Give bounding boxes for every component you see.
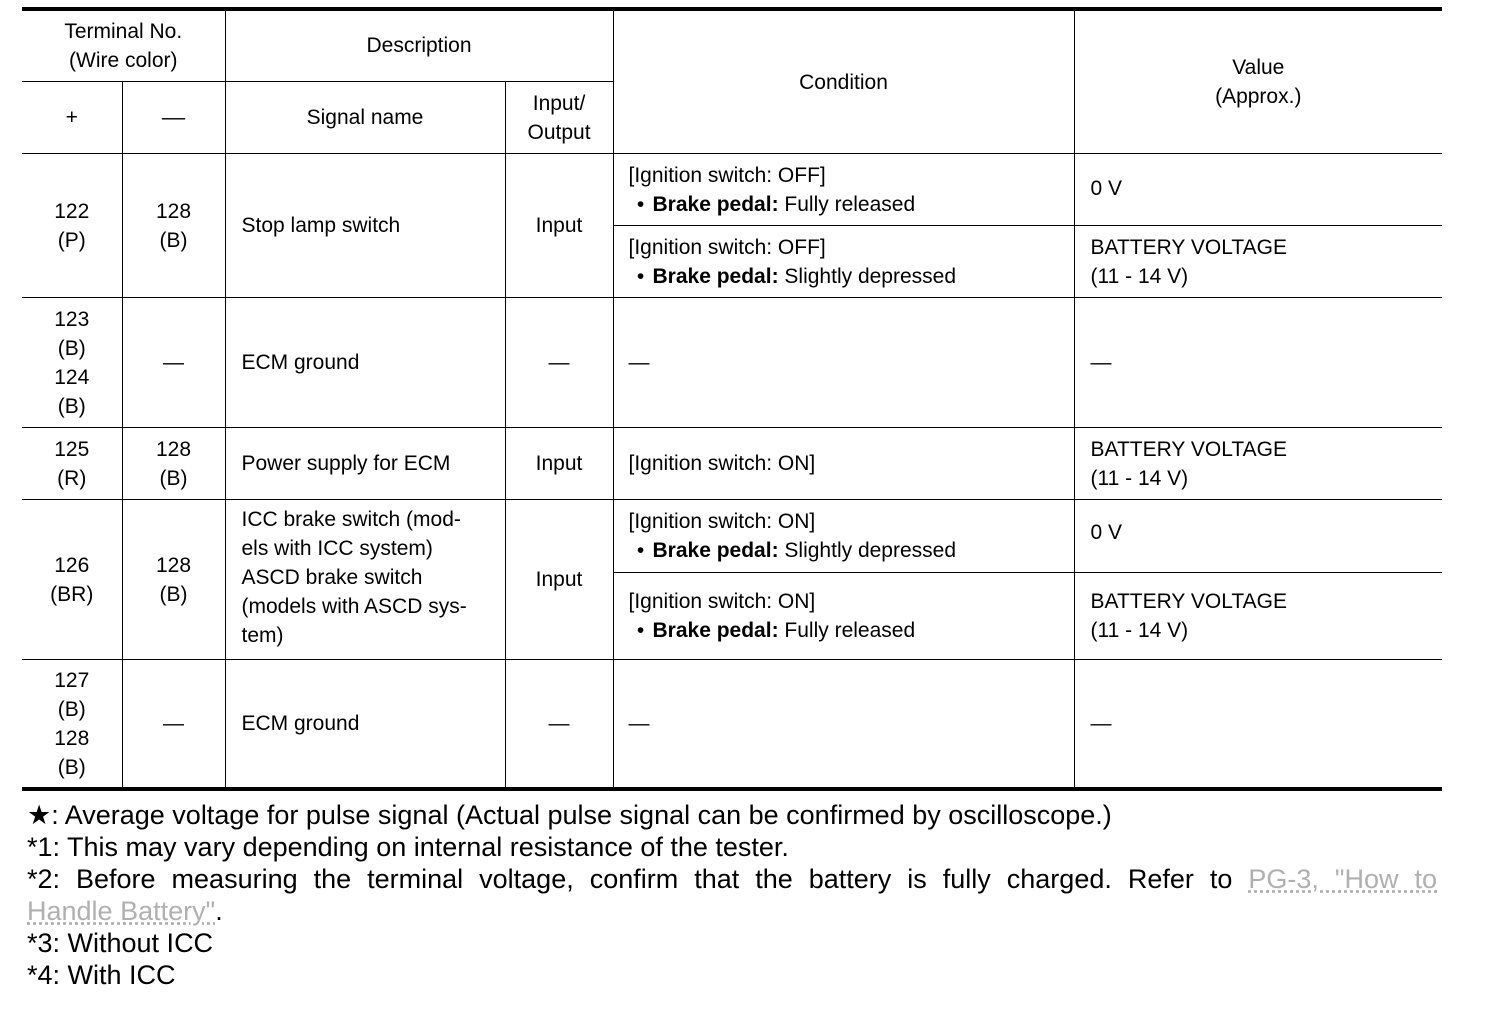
note-3: *3: Without ICC — [27, 928, 214, 958]
minus-header: –– — [122, 82, 225, 154]
condition-bullet: • Brake pedal: Fully released — [636, 192, 916, 216]
terminal-number: 122 — [54, 199, 90, 223]
table-row — [22, 500, 1442, 573]
ecm-terminal-table — [22, 10, 1442, 788]
table-row — [22, 428, 1442, 500]
plus-terminal-cell — [22, 154, 122, 298]
wire-color: (BR) — [50, 582, 94, 606]
signal-name-cell: Power supply for ECM — [225, 428, 505, 500]
io-label-line1: Input/ — [532, 91, 586, 115]
terminal-number: 125 — [54, 437, 90, 461]
condition-header: Condition — [613, 11, 1074, 154]
condition-bullet: • Brake pedal: Slightly depressed — [636, 264, 957, 288]
terminal-table-sheet — [22, 7, 1442, 991]
minus-terminal-cell — [122, 428, 225, 500]
io-cell: — — [505, 298, 613, 428]
io-header — [505, 82, 613, 154]
condition-bullet: • Brake pedal: Slightly depressed — [636, 539, 957, 562]
condition-line: [Ignition switch: ON] — [628, 510, 816, 533]
value-cell — [1074, 573, 1442, 660]
wire-color: (R) — [57, 466, 87, 490]
wire-color: (B) — [57, 394, 86, 418]
bullet-value: Fully released — [778, 619, 916, 642]
note-2-text: *2: Before measuring the terminal voltage, confirm that the battery is fully charged. Refer to — [27, 864, 1233, 894]
io-cell: Input — [505, 428, 613, 500]
wire-color: (B) — [159, 228, 188, 252]
condition-bullet: • Brake pedal: Fully released — [636, 619, 916, 642]
value-header — [1074, 11, 1442, 154]
wire-color: (B) — [57, 336, 86, 360]
wire-color-label: (Wire color) — [69, 49, 178, 72]
signal-name-cell: ECM ground — [225, 660, 505, 788]
signal-line: ICC brake switch (mod- — [241, 508, 461, 531]
value-cell — [1074, 226, 1442, 298]
description-header: Description — [225, 11, 613, 82]
io-label-line2: Output — [527, 120, 591, 144]
signal-line: ASCD brake switch — [241, 566, 423, 589]
signal-name-header: Signal name — [225, 82, 505, 154]
signal-name-cell: ECM ground — [225, 298, 505, 428]
signal-line: (models with ASCD sys- — [241, 595, 467, 618]
bottom-rule — [22, 788, 1442, 791]
terminal-number: 128 — [155, 553, 192, 577]
note-4: *4: With ICC — [27, 960, 176, 990]
minus-terminal-cell: — — [122, 660, 225, 788]
condition-cell: — — [613, 298, 1074, 428]
plus-terminal-cell — [22, 298, 122, 428]
terminal-number: 128 — [155, 199, 192, 223]
condition-cell — [613, 226, 1074, 298]
terminal-number: 127 — [54, 668, 90, 692]
condition-line: [Ignition switch: ON] — [628, 590, 816, 613]
wire-color: (B) — [57, 755, 86, 779]
pg3-link-part1[interactable]: PG-3, "How to — [1248, 864, 1437, 894]
bullet-key: Brake pedal: — [652, 264, 779, 288]
wire-color: (B) — [57, 697, 86, 721]
plus-terminal-cell — [22, 660, 122, 788]
bullet-key: Brake pedal: — [652, 619, 779, 642]
pg3-link-part2[interactable]: Handle Battery" — [27, 896, 216, 926]
note-star: ★: Average voltage for pulse signal (Actual pulse signal can be confirmed by oscilloscope.) — [27, 800, 1112, 830]
footnotes — [22, 799, 1437, 991]
value-cell: — — [1074, 298, 1442, 428]
value-cell: 0 V — [1074, 154, 1442, 226]
terminal-number: 124 — [54, 365, 90, 389]
io-cell: — — [505, 660, 613, 788]
minus-terminal-cell — [122, 500, 225, 660]
condition-line: [Ignition switch: OFF] — [628, 163, 826, 187]
terminal-number: 128 — [54, 726, 90, 750]
note-2-line1 — [27, 863, 1437, 895]
bullet-key: Brake pedal: — [652, 192, 779, 216]
wire-color: (B) — [159, 582, 188, 606]
value-line: BATTERY VOLTAGE — [1090, 235, 1287, 259]
terminal-number: 128 — [155, 437, 192, 461]
condition-cell: [Ignition switch: ON] — [613, 428, 1074, 500]
value-cell: — — [1074, 660, 1442, 788]
table-row — [22, 660, 1442, 788]
bullet-value: Slightly depressed — [778, 539, 957, 562]
note-2-line2 — [27, 895, 1437, 927]
io-cell: Input — [505, 500, 613, 660]
value-label: Value — [1232, 56, 1285, 79]
signal-line: tem) — [241, 624, 284, 647]
plus-terminal-cell — [22, 500, 122, 660]
note-2-period: . — [215, 896, 223, 926]
minus-terminal-cell — [122, 154, 225, 298]
wire-color: (P) — [57, 228, 86, 252]
terminal-number: 123 — [54, 307, 90, 331]
bullet-key: Brake pedal: — [652, 539, 779, 562]
approx-label: (Approx.) — [1215, 85, 1302, 108]
minus-terminal-cell: — — [122, 298, 225, 428]
value-line: (11 - 14 V) — [1090, 466, 1189, 490]
note-1: *1: This may vary depending on internal resistance of the tester. — [27, 832, 789, 862]
value-line: (11 - 14 V) — [1090, 264, 1189, 288]
plus-header: + — [22, 82, 122, 154]
value-line: (11 - 14 V) — [1090, 619, 1189, 642]
table-row — [22, 298, 1442, 428]
value-cell: 0 V — [1074, 500, 1442, 573]
value-cell — [1074, 428, 1442, 500]
plus-terminal-cell — [22, 428, 122, 500]
value-line: BATTERY VOLTAGE — [1090, 437, 1287, 461]
value-line: BATTERY VOLTAGE — [1090, 590, 1287, 613]
condition-cell — [613, 500, 1074, 573]
condition-cell — [613, 573, 1074, 660]
terminal-no-label: Terminal No. — [64, 20, 183, 43]
condition-cell — [613, 154, 1074, 226]
io-cell: Input — [505, 154, 613, 298]
bullet-value: Slightly depressed — [778, 264, 957, 288]
signal-line: els with ICC system) — [241, 537, 433, 560]
table-row — [22, 154, 1442, 226]
signal-name-cell — [225, 500, 505, 660]
condition-line: [Ignition switch: OFF] — [628, 235, 826, 259]
condition-cell: — — [613, 660, 1074, 788]
terminal-no-header — [22, 11, 225, 82]
terminal-number: 126 — [54, 553, 90, 577]
wire-color: (B) — [159, 466, 188, 490]
signal-name-cell: Stop lamp switch — [225, 154, 505, 298]
bullet-value: Fully released — [778, 192, 916, 216]
